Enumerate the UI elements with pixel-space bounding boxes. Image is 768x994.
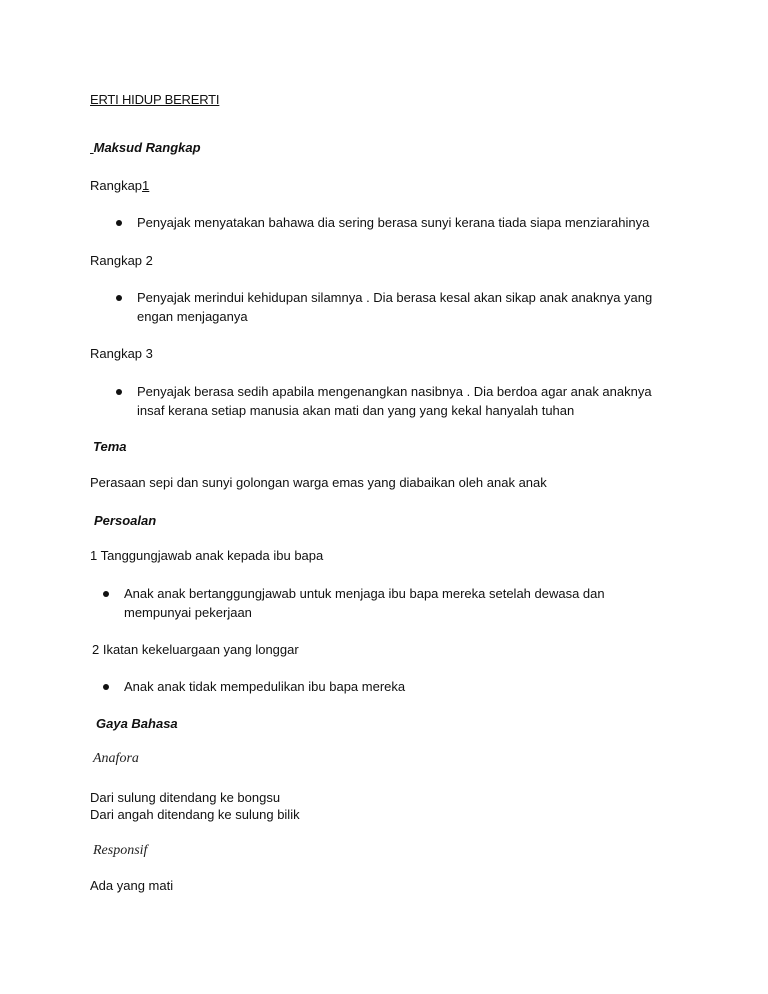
rangkap-1-label: Rangkap1 bbox=[90, 178, 150, 193]
anafora-line-2: Dari angah ditendang ke sulung bilik bbox=[90, 807, 300, 822]
rangkap-3-line-1: Penyajak berasa sedih apabila mengenangkan nasibnya . Dia berdoa agar anak anaknya bbox=[137, 384, 652, 399]
bullet-icon bbox=[116, 295, 122, 301]
responsif-label: Responsif bbox=[93, 843, 148, 858]
rangkap-2-line-1: Penyajak merindui kehidupan silamnya . Dia berasa kesal akan sikap anak anaknya yang bbox=[137, 290, 653, 305]
persoalan-1-line-2: mempunyai pekerjaan bbox=[124, 605, 252, 620]
section-heading-gaya-bahasa: Gaya Bahasa bbox=[96, 716, 178, 731]
persoalan-1-title: 1 Tanggungjawab anak kepada ibu bapa bbox=[90, 548, 324, 563]
bullet-icon bbox=[103, 591, 109, 597]
rangkap-3-label: Rangkap 3 bbox=[90, 346, 153, 361]
persoalan-1-line-1: Anak anak bertanggungjawab untuk menjaga ibu bapa mereka setelah dewasa dan bbox=[124, 586, 605, 601]
bullet-icon bbox=[116, 220, 122, 226]
anafora-label: Anafora bbox=[93, 751, 139, 766]
rangkap-2-line-2: engan menjaganya bbox=[137, 309, 248, 324]
section-heading-maksud: Maksud Rangkap bbox=[90, 140, 201, 156]
bullet-icon bbox=[103, 684, 109, 690]
anafora-line-1: Dari sulung ditendang ke bongsu bbox=[90, 790, 281, 805]
rangkap-3-line-2: insaf kerana setiap manusia akan mati dan yang yang kekal hanyalah tuhan bbox=[137, 403, 575, 418]
persoalan-2-title: 2 Ikatan kekeluargaan yang longgar bbox=[92, 642, 299, 657]
bullet-icon bbox=[116, 389, 122, 395]
rangkap-1-line-1: Penyajak menyatakan bahawa dia sering berasa sunyi kerana tiada siapa menziarahinya bbox=[137, 215, 650, 230]
persoalan-2-line-1: Anak anak tidak mempedulikan ibu bapa mereka bbox=[124, 679, 406, 694]
section-heading-tema: Tema bbox=[93, 439, 127, 454]
document-title: ERTI HIDUP BERERTI bbox=[90, 92, 220, 107]
section-heading-persoalan: Persoalan bbox=[94, 513, 157, 528]
responsif-line-1: Ada yang mati bbox=[90, 878, 174, 893]
tema-text: Perasaan sepi dan sunyi golongan warga emas yang diabaikan oleh anak anak bbox=[90, 475, 547, 490]
rangkap-2-label: Rangkap 2 bbox=[90, 253, 153, 268]
